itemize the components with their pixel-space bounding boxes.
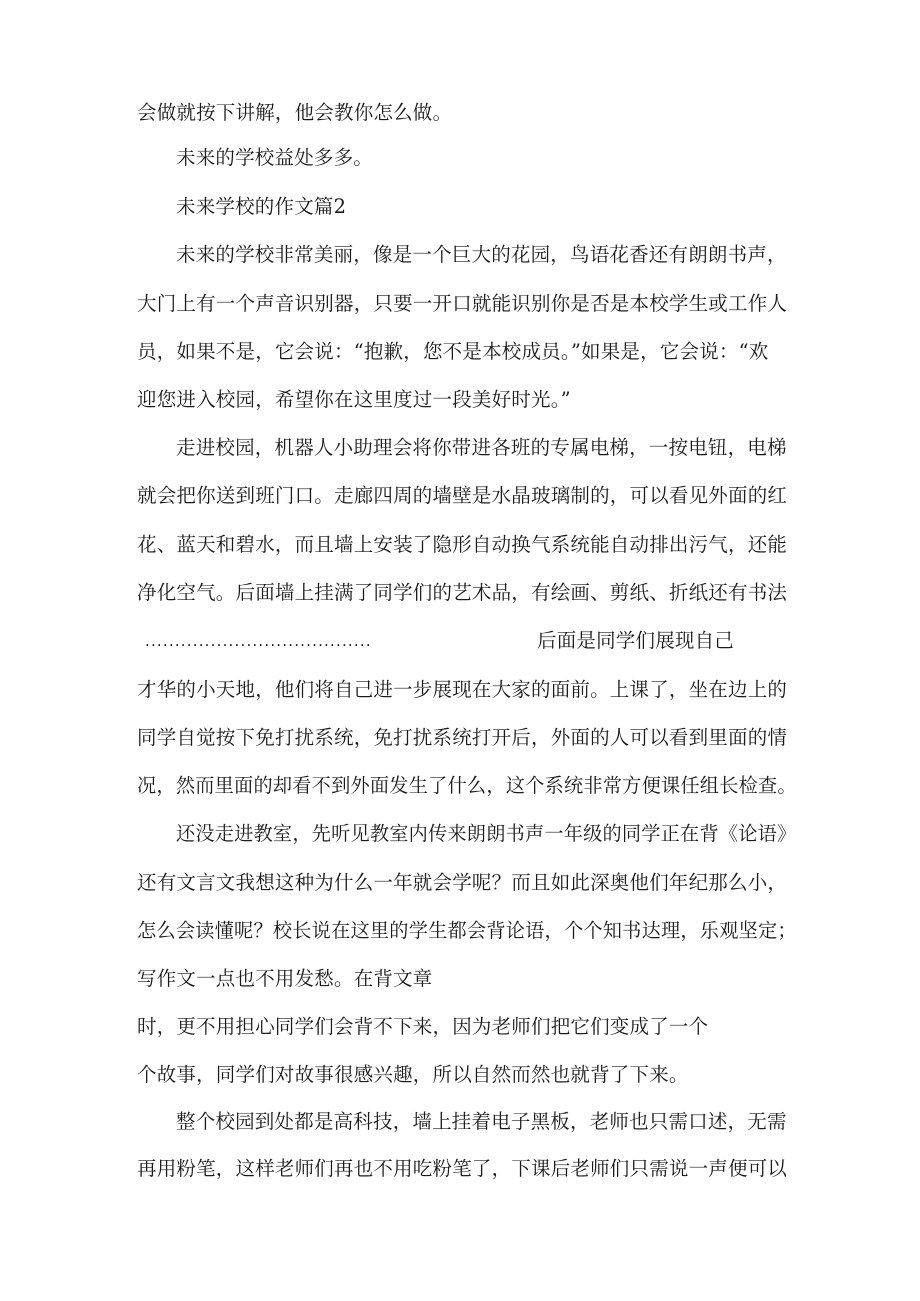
text-line-17: 还有文言文我想这种为什么一年就会学呢？而且如此深奥他们年纪那么小， [137,871,788,894]
text-line-7: 迎您进入校园，希望你在这里度过一段美好时光。” [137,388,571,411]
text-line-13: 才华的小天地，他们将自己进一步展现在大家的面前。上课了，坐在边上的 [137,678,788,701]
text-line-1: 会做就按下讲解，他会教你怎么做。 [137,101,453,124]
text-line-18: 怎么会读懂呢？校长说在这里的学生都会背论语，个个知书达理，乐观坚定； [137,919,797,942]
text-line-9: 就会把你送到班门口。走廊四周的墙壁是水晶玻璃制的，可以看见外面的红 [137,484,788,507]
ellipsis-dots: ...................................... [145,632,372,650]
section-heading: 未来学校的作文篇2 [176,195,347,218]
text-line-2: 未来的学校益处多多。 [176,146,374,169]
text-line-16: 还没走进教室，先听见教室内传来朗朗书声一年级的同学正在背《论语》 [176,822,797,845]
text-line-14: 同学自觉按下免打扰系统，免打扰系统打开后，外面的人可以看到里面的情 [137,726,788,749]
text-line-10: 花、蓝天和碧水，而且墙上安装了隐形自动换气系统能自动排出污气，还能 [137,533,788,556]
text-line-5: 大门上有一个声音识别器，只要一开口就能识别你是否是本校学生或工作人 [137,292,788,315]
text-line-12: 后面是同学们展现自己 [537,629,735,652]
text-line-20: 时，更不用担心同学们会背不下来，因为老师们把它们变成了一个 [137,1015,709,1038]
text-line-8: 走进校园，机器人小助理会将你带进各班的专属电梯，一按电钮，电梯 [176,436,787,459]
text-line-23: 再用粉笔，这样老师们再也不用吃粉笔了，下课后老师们只需说一声便可以 [137,1157,788,1180]
text-line-19: 写作文一点也不用发愁。在背文章 [137,967,433,990]
text-line-21: 个故事，同学们对故事很感兴趣，所以自然而然也就背了下来。 [137,1063,689,1086]
text-line-15: 况，然而里面的却看不到外面发生了什么，这个系统非常方便课任组长检查。 [137,774,797,797]
text-line-22: 整个校园到处都是高科技，墙上挂着电子黑板，老师也只需口述，无需 [176,1110,787,1133]
text-line-4: 未来的学校非常美丽，像是一个巨大的花园，鸟语花香还有朗朗书声， [176,243,787,266]
text-line-11: 净化空气。后面墙上挂满了同学们的艺术品，有绘画、剪纸、折纸还有书法 [137,581,788,604]
text-line-6: 员，如果不是，它会说：“抱歉，您不是本校成员。”如果是，它会说：“欢 [137,340,769,363]
